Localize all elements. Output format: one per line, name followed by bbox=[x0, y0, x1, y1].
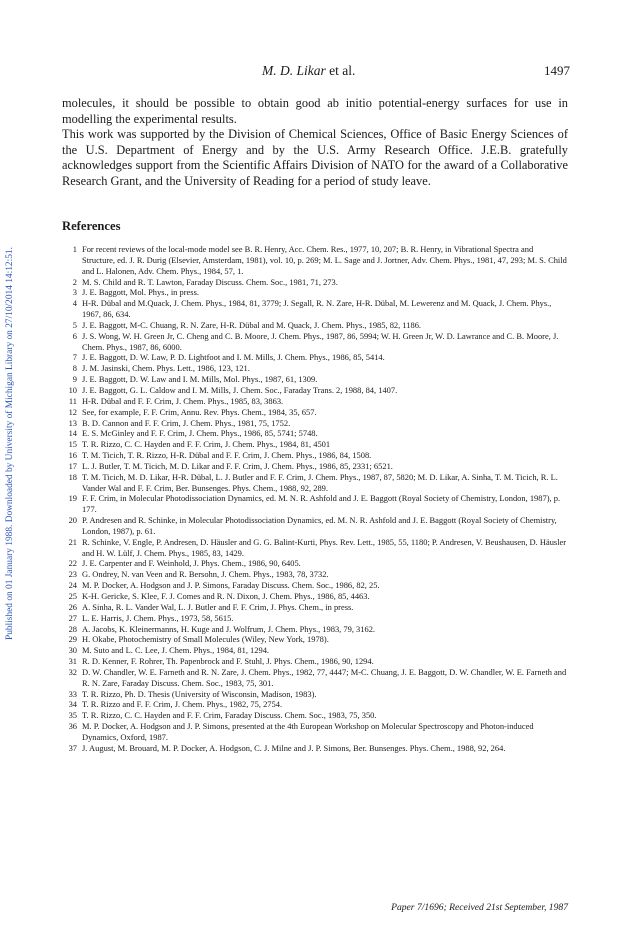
reference-number: 1 bbox=[72, 244, 77, 254]
reference-item bbox=[62, 287, 568, 298]
download-watermark: Published on 01 January 1988. Downloaded by University of Michigan Library on 27/10/2014 14:12:51. bbox=[5, 247, 15, 640]
reference-number: 32 bbox=[68, 666, 77, 677]
reference-item bbox=[62, 613, 568, 624]
reference-number: 34 bbox=[68, 699, 77, 710]
reference-number: 19 bbox=[68, 493, 77, 504]
reference-text: E. S. McGinley and F. F. Crim, J. Chem. Phys., 1986, 85, 5741; 5748. bbox=[82, 428, 318, 439]
reference-text: T. R. Rizzo, Ph. D. Thesis (University of Wisconsin, Madison, 1983). bbox=[82, 688, 317, 699]
body-text bbox=[62, 96, 568, 190]
reference-text: H-R. Dübal and M.Quack, J. Chem. Phys., 1984, 81, 3779; J. Segall, R. N. Zare, H-R. Dübal, M. Lewerenz and M. Quack, J. Chem. Phys., 1967, 86, 634. bbox=[82, 298, 552, 320]
reference-item bbox=[62, 331, 568, 353]
page-number: 1497 bbox=[544, 63, 570, 78]
reference-item bbox=[62, 385, 568, 396]
reference-number: 11 bbox=[68, 395, 77, 406]
reference-text: A. Sinha, R. L. Vander Wal, L. J. Butler and F. F. Crim, J. Phys. Chem., in press. bbox=[82, 601, 354, 612]
reference-number: 33 bbox=[68, 688, 77, 699]
reference-item bbox=[62, 656, 568, 667]
reference-text: G. Ondrey, N. van Veen and R. Bersohn, J. Chem. Phys., 1983, 78, 3732. bbox=[82, 569, 329, 580]
reference-item bbox=[62, 710, 568, 721]
reference-item bbox=[62, 461, 568, 472]
reference-text: See, for example, F. F. Crim, Annu. Rev. Phys. Chem., 1984, 35, 657. bbox=[82, 406, 317, 417]
reference-item bbox=[62, 493, 568, 515]
reference-number: 6 bbox=[72, 330, 77, 341]
reference-number: 10 bbox=[68, 384, 77, 395]
reference-item bbox=[62, 699, 568, 710]
reference-item bbox=[62, 645, 568, 656]
reference-number: 7 bbox=[72, 352, 77, 363]
reference-item bbox=[62, 277, 568, 288]
reference-text: T. M. Ticich, T. R. Rizzo, H-R. Dübal and F. F. Crim, J. Chem. Phys., 1986, 84, 1508. bbox=[82, 450, 372, 461]
reference-text: J. E. Baggott, M-C. Chuang, R. N. Zare, H-R. Dübal and M. Quack, J. Chem. Phys., 1985, 82, 1186. bbox=[82, 319, 422, 330]
reference-text: M. P. Docker, A. Hodgson and J. P. Simons, presented at the 4th European Workshop on Molecular Spectroscopy and Photon-induced Dynamics, Oxford, 1987. bbox=[82, 721, 534, 742]
reference-number: 2 bbox=[72, 276, 77, 287]
reference-number: 29 bbox=[68, 634, 77, 645]
reference-text: M. Suto and L. C. Lee, J. Chem. Phys., 1984, 81, 1294. bbox=[82, 645, 270, 656]
reference-item bbox=[62, 624, 568, 635]
reference-text: J. E. Baggott, Mol. Phys., in press. bbox=[82, 287, 199, 298]
reference-item bbox=[62, 407, 568, 418]
reference-item bbox=[62, 667, 568, 689]
reference-item bbox=[62, 352, 568, 363]
reference-item bbox=[62, 363, 568, 374]
author-name: M. D. Likar bbox=[262, 63, 326, 78]
reference-item bbox=[62, 537, 568, 559]
reference-number: 13 bbox=[68, 417, 77, 428]
running-header bbox=[62, 63, 570, 83]
reference-number: 14 bbox=[68, 428, 77, 439]
reference-number: 35 bbox=[68, 710, 77, 721]
reference-number: 31 bbox=[68, 656, 77, 667]
reference-item bbox=[62, 244, 568, 277]
reference-text: J. August, M. Brouard, M. P. Docker, A. Hodgson, C. J. Milne and J. P. Simons, Ber. Bunsenges. Phys. Chem., 1988, 92, 264. bbox=[82, 742, 506, 753]
reference-number: 3 bbox=[72, 287, 77, 298]
received-note: Paper 7/1696; Received 21st September, 1987 bbox=[391, 902, 568, 913]
reference-text: K-H. Gericke, S. Klee, F. J. Comes and R. N. Dixon, J. Chem. Phys., 1986, 85, 4463. bbox=[82, 591, 370, 601]
reference-item bbox=[62, 569, 568, 580]
reference-text: T. R. Rizzo, C. C. Hayden and F. F. Crim, J. Chem. Phys., 1984, 81, 4501 bbox=[82, 439, 331, 450]
reference-text: J. E. Baggott, D. W. Law, P. D. Lightfoot and I. M. Mills, J. Chem. Phys., 1986, 85, 5414. bbox=[82, 352, 385, 363]
references-heading: References bbox=[62, 219, 121, 233]
reference-item bbox=[62, 418, 568, 429]
reference-text: R. D. Kenner, F. Rohrer, Th. Papenbrock and F. Stuhl, J. Phys. Chem., 1986, 90, 1294. bbox=[82, 656, 374, 667]
reference-item bbox=[62, 472, 568, 494]
reference-item bbox=[62, 439, 568, 450]
reference-text: H-R. Dübal and F. F. Crim, J. Chem. Phys., 1985, 83, 3863. bbox=[82, 395, 284, 406]
reference-number: 30 bbox=[68, 645, 77, 656]
reference-number: 25 bbox=[68, 591, 77, 601]
reference-text: J. S. Wong, W. H. Green Jr, C. Cheng and C. B. Moore, J. Chem. Phys., 1987, 86, 5994; W. H. Green Jr, W. D. Lawrance and C. B. Moore, J. Chem. Phys., 1987, 86, 6000. bbox=[82, 330, 559, 352]
reference-number: 20 bbox=[68, 515, 77, 526]
reference-item bbox=[62, 450, 568, 461]
body-paragraph: molecules, it should be possible to obtain good ab initio potential-energy surfaces for use in modelling the experimental results. bbox=[62, 96, 568, 126]
reference-item bbox=[62, 591, 568, 602]
reference-item bbox=[62, 580, 568, 591]
reference-text: J. E. Baggott, D. W. Law and I. M. Mills, Mol. Phys., 1987, 61, 1309. bbox=[82, 374, 318, 385]
reference-text: F. F. Crim, in Molecular Photodissociation Dynamics, ed. M. N. R. Ashfold and J. E. Baggott (Royal Society of Chemistry, London, 1987), p. 177. bbox=[82, 493, 561, 515]
acknowledgement-paragraph: This work was supported by the Division of Chemical Sciences, Office of Basic Energy Sciences of the U.S. Department of Energy and by the U.S. Army Research Office. J.E.B. gratefully acknowledges support from the Scientific Affairs Division of NATO for the award of a Collaborative Research Grant, and the University of Reading for a period of study leave. bbox=[62, 127, 568, 188]
reference-text: T. R. Rizzo and F. F. Crim, J. Chem. Phys., 1982, 75, 2754. bbox=[82, 699, 283, 710]
reference-item bbox=[62, 634, 568, 645]
reference-text: P. Andresen and R. Schinke, in Molecular Photodissociation Dynamics, ed. M. N. R. Ashfold and J. E. Baggott (Royal Society of Chemistry, London, 1987), p. 61. bbox=[82, 515, 557, 536]
reference-number: 18 bbox=[68, 471, 77, 482]
reference-item bbox=[62, 721, 568, 743]
reference-number: 16 bbox=[68, 450, 77, 461]
reference-text: L. J. Butler, T. M. Ticich, M. D. Likar and F. F. Crim, J. Chem. Phys., 1986, 85, 2331; 6521. bbox=[82, 460, 393, 471]
reference-text: For recent reviews of the local-mode model see B. R. Henry, Acc. Chem. Res., 1977, 10, 207; B. R. Henry, in Vibrational Spectra and Structure, ed. J. R. Durig (Elsevier, Amsterdam, 1981), vol. 10, p. 269; M. L. Sage and J. Jortner, Adv. Chem. Phys., 1981, 47, 293; M. S. Child and L. Halonen, Adv. Chem. Phys., 1984, 57, 1. bbox=[82, 244, 567, 276]
et-al: et al. bbox=[329, 63, 356, 78]
reference-number: 36 bbox=[68, 721, 77, 732]
reference-number: 5 bbox=[72, 319, 77, 330]
reference-number: 28 bbox=[68, 623, 77, 634]
reference-number: 37 bbox=[68, 742, 77, 753]
reference-text: A. Jacobs, K. Kleinermanns, H. Kuge and J. Wolfrum, J. Chem. Phys., 1983, 79, 3162. bbox=[82, 623, 376, 634]
reference-number: 27 bbox=[68, 612, 77, 623]
reference-text: H. Okabe, Photochemistry of Small Molecules (Wiley, New York, 1978). bbox=[82, 634, 329, 645]
reference-number: 4 bbox=[72, 298, 77, 309]
reference-text: D. W. Chandler, W. E. Farneth and R. N. Zare, J. Chem. Phys., 1982, 77, 4447; M-C. Chuang, J. E. Baggott, D. W. Chandler, W. E. Farneth and R. N. Zare, Faraday Discuss. Chem. Soc., 1983, 75, 301. bbox=[82, 666, 567, 688]
reference-number: 24 bbox=[68, 580, 77, 591]
reference-list bbox=[62, 244, 568, 754]
reference-item bbox=[62, 428, 568, 439]
reference-number: 12 bbox=[68, 406, 77, 417]
reference-item bbox=[62, 743, 568, 754]
reference-number: 21 bbox=[68, 536, 77, 547]
reference-item bbox=[62, 374, 568, 385]
reference-text: J. M. Jasinski, Chem. Phys. Lett., 1986, 123, 121. bbox=[82, 363, 250, 374]
reference-text: B. D. Cannon and F. F. Crim, J. Chem. Phys., 1981, 75, 1752. bbox=[82, 417, 291, 428]
reference-item bbox=[62, 602, 568, 613]
reference-text: T. M. Ticich, M. D. Likar, H-R. Dübal, L. J. Butler and F. F. Crim, J. Chem. Phys., 1987, 87, 5820; M. D. Likar, A. Sinha, T. M. Ticich, R. L. Vander Wal and F. F. Crim, Ber. Bunsenges. Phys. Chem., 1988, 92, 289. bbox=[82, 471, 558, 493]
reference-number: 22 bbox=[68, 558, 77, 569]
reference-text: J. E. Carpenter and F. Weinhold, J. Phys. Chem., 1986, 90, 6405. bbox=[82, 558, 301, 569]
reference-item bbox=[62, 396, 568, 407]
reference-text: J. E. Baggott, G. L. Caldow and I. M. Mills, J. Chem. Soc., Faraday Trans. 2, 1988, 84, 1407. bbox=[82, 384, 398, 395]
reference-item bbox=[62, 298, 568, 320]
reference-number: 9 bbox=[72, 374, 77, 385]
reference-text: M. P. Docker, A. Hodgson and J. P. Simons, Faraday Discuss. Chem. Soc., 1986, 82, 25. bbox=[82, 580, 380, 591]
reference-item bbox=[62, 558, 568, 569]
reference-item bbox=[62, 515, 568, 537]
reference-text: T. R. Rizzo, C. C. Hayden and F. F. Crim, Faraday Discuss. Chem. Soc., 1983, 75, 350. bbox=[82, 710, 377, 721]
reference-text: R. Schinke, V. Engle, P. Andresen, D. Häusler and G. G. Balint-Kurti, Phys. Rev. Lett., 1985, 55, 1180; P. Andresen, V. Beushausen, D. Häusler and H. W. Lülf, J. Chem. Phys., 1985, 83, 1429. bbox=[82, 536, 567, 558]
reference-number: 17 bbox=[68, 460, 77, 471]
reference-number: 26 bbox=[68, 601, 77, 612]
reference-item bbox=[62, 689, 568, 700]
reference-number: 8 bbox=[72, 363, 77, 374]
running-header-author bbox=[262, 63, 355, 79]
reference-text: L. E. Harris, J. Chem. Phys., 1973, 58, 5615. bbox=[82, 612, 234, 623]
reference-number: 15 bbox=[68, 439, 77, 450]
reference-item bbox=[62, 320, 568, 331]
reference-text: M. S. Child and R. T. Lawton, Faraday Discuss. Chem. Soc., 1981, 71, 273. bbox=[82, 276, 338, 287]
reference-number: 23 bbox=[68, 569, 77, 580]
